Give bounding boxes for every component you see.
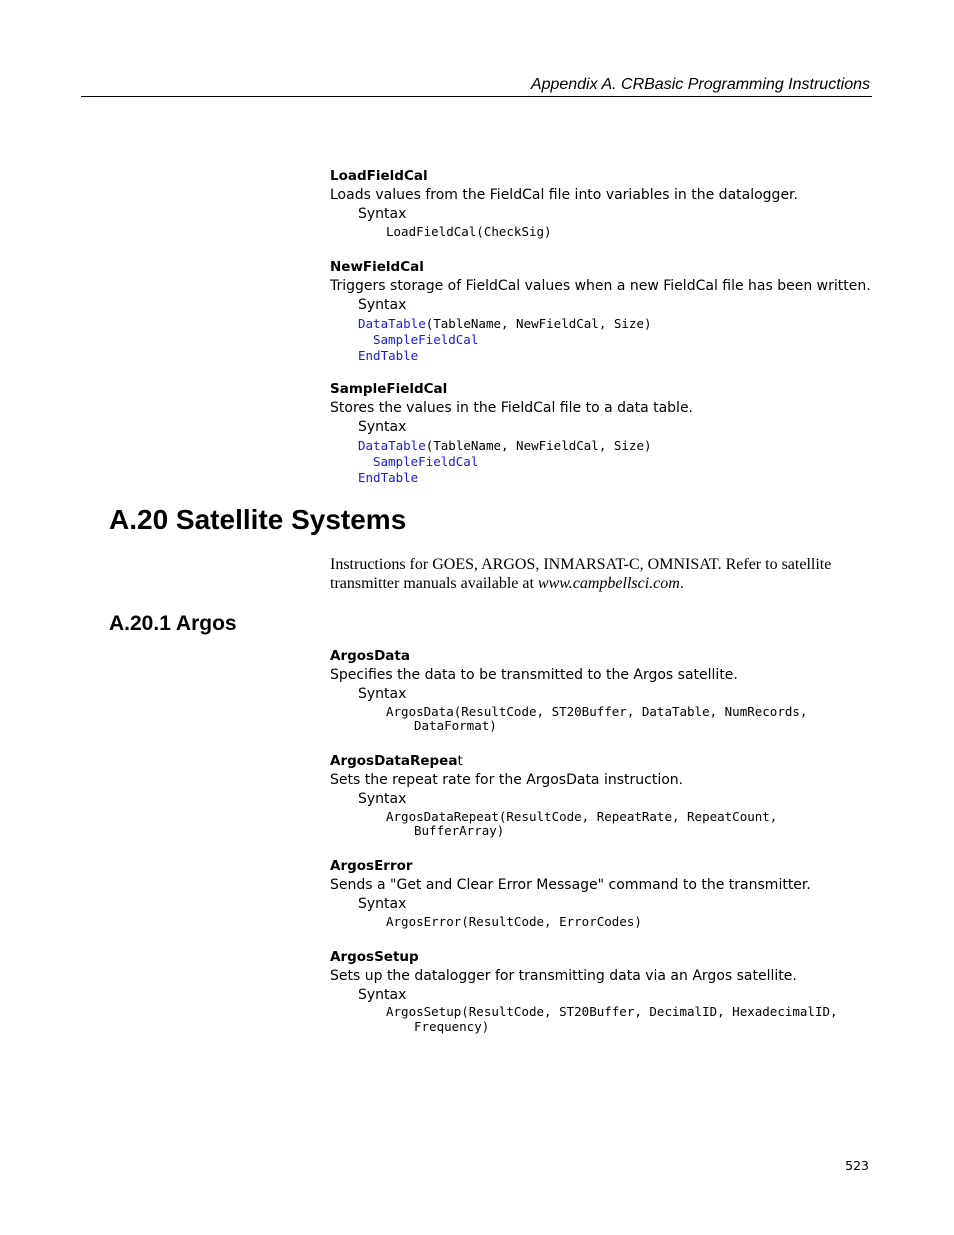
argosdatarepeat-code-line1: ArgosDataRepeat(ResultCode, RepeatRate, RepeatCount,: [386, 809, 778, 824]
argoserror-title: ArgosError: [330, 858, 413, 874]
samplefieldcal-keyword: SampleFieldCal: [373, 332, 479, 347]
endtable-keyword: EndTable: [358, 348, 419, 363]
argosdatarepeat-title: [330, 753, 463, 769]
datatable-keyword: DataTable: [358, 438, 426, 453]
argosdata-title: ArgosData: [330, 648, 410, 664]
argoserror-syntax-label: Syntax: [358, 896, 407, 912]
argoserror-description: Sends a "Get and Clear Error Message" command to the transmitter.: [330, 877, 811, 893]
intro-suffix: .: [679, 575, 684, 592]
newfieldcal-description: Triggers storage of FieldCal values when a new FieldCal file has been written.: [330, 278, 871, 294]
section-heading: A.20 Satellite Systems: [109, 504, 407, 535]
campbellsci-link[interactable]: www.campbellsci.com: [537, 575, 680, 592]
samplefieldcal-keyword: SampleFieldCal: [373, 454, 479, 469]
loadfieldcal-code: LoadFieldCal(CheckSig): [386, 224, 552, 239]
argossetup-code-line1: ArgosSetup(ResultCode, ST20Buffer, DecimalID, HexadecimalID,: [386, 1004, 838, 1019]
samplefieldcal-syntax-label: Syntax: [358, 419, 407, 435]
argossetup-title: ArgosSetup: [330, 949, 419, 965]
intro-prefix: transmitter manuals available at: [330, 575, 538, 592]
argosdata-code-line1: ArgosData(ResultCode, ST20Buffer, DataTable, NumRecords,: [386, 704, 808, 719]
argossetup-description: Sets up the datalogger for transmitting data via an Argos satellite.: [330, 968, 797, 984]
samplefieldcal-description: Stores the values in the FieldCal file to a data table.: [330, 400, 694, 416]
argosdatarepeat-description: Sets the repeat rate for the ArgosData instruction.: [330, 772, 684, 788]
section-intro-line2: [330, 575, 684, 593]
argosdata-syntax-label: Syntax: [358, 686, 407, 702]
datatable-args: (TableName, NewFieldCal, Size): [425, 438, 652, 453]
argosdatarepeat-title-tail: t: [457, 753, 463, 769]
loadfieldcal-title: LoadFieldCal: [330, 168, 428, 184]
argosdatarepeat-title-bold: ArgosDataRepea: [330, 753, 458, 769]
endtable-keyword: EndTable: [358, 470, 419, 485]
argossetup-code-line2: Frequency): [414, 1019, 490, 1034]
section-intro-line1: Instructions for GOES, ARGOS, INMARSAT-C, OMNISAT. Refer to satellite: [330, 556, 832, 573]
datatable-keyword: DataTable: [358, 316, 426, 331]
argoserror-code-line1: ArgosError(ResultCode, ErrorCodes): [386, 914, 642, 929]
samplefieldcal-title: SampleFieldCal: [330, 381, 448, 397]
running-header: Appendix A. CRBasic Programming Instructions: [530, 76, 870, 93]
loadfieldcal-description: Loads values from the FieldCal file into variables in the datalogger.: [330, 187, 798, 203]
subsection-heading: A.20.1 Argos: [109, 612, 237, 635]
argossetup-syntax-label: Syntax: [358, 987, 407, 1003]
header-rule: [81, 96, 872, 97]
argosdata-code-line2: DataFormat): [414, 718, 497, 733]
newfieldcal-title: NewFieldCal: [330, 259, 424, 275]
page-number: 523: [845, 1158, 869, 1173]
argosdata-description: Specifies the data to be transmitted to the Argos satellite.: [330, 667, 738, 683]
datatable-args: (TableName, NewFieldCal, Size): [425, 316, 652, 331]
argosdatarepeat-syntax-label: Syntax: [358, 791, 407, 807]
loadfieldcal-syntax-label: Syntax: [358, 206, 407, 222]
samplefieldcal-code-line1: [358, 438, 652, 453]
argosdatarepeat-code-line2: BufferArray): [414, 823, 505, 838]
newfieldcal-syntax-label: Syntax: [358, 297, 407, 313]
newfieldcal-code-line1: [358, 316, 652, 331]
